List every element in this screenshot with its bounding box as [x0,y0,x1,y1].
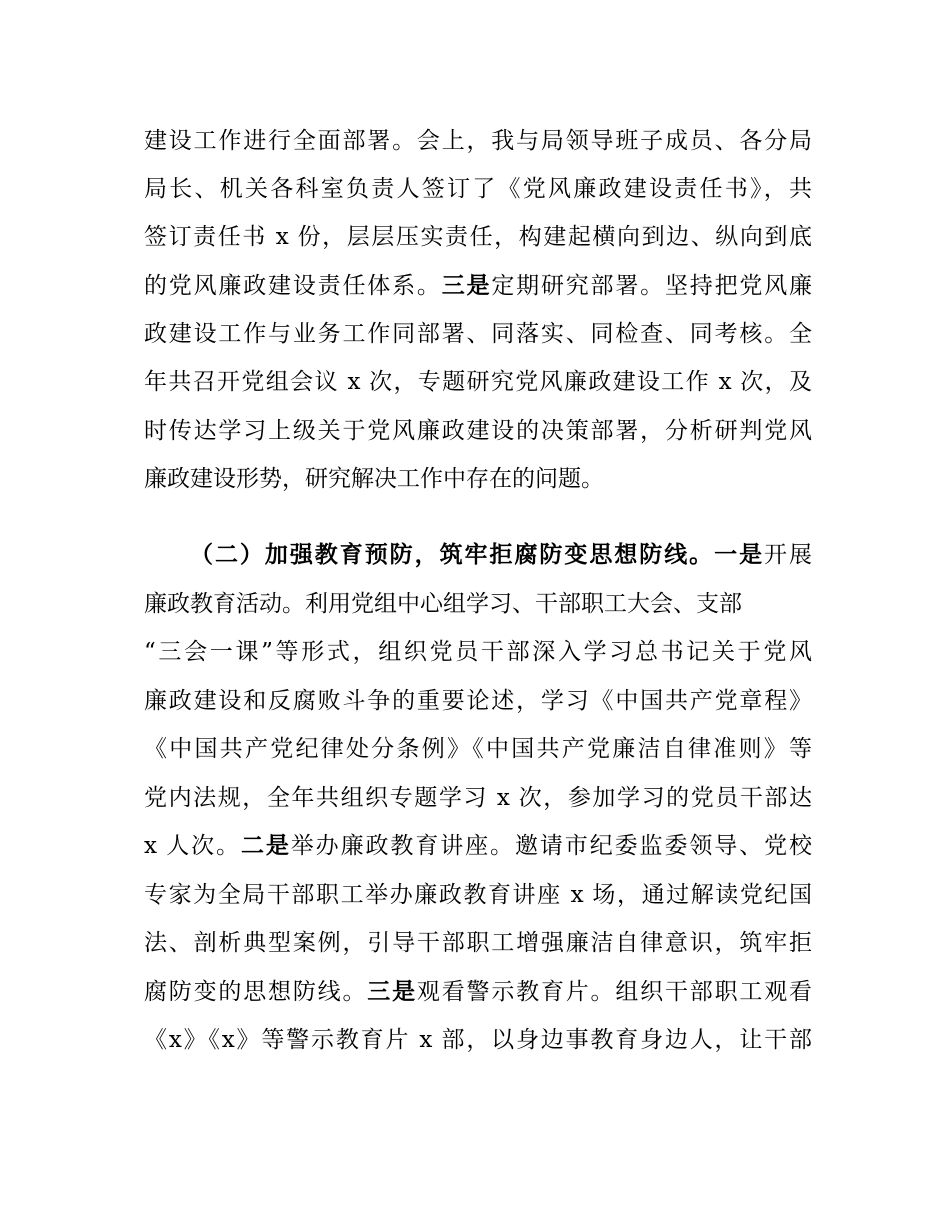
line-text: 开展 [764,542,813,568]
line-text: 局长、机关各科室负责人签订了《党风廉政建设责任书》，共 [144,176,812,202]
line-text: 《中国共产党纪律处分条例》《中国共产党廉洁自律准则》等 [144,736,812,762]
list-marker: 三是 [441,273,492,299]
line-text: 党内法规，全年共组织专题学习 x 次，参加学习的党员干部达 [144,785,812,811]
line-text: 时传达学习上级关于党风廉政建设的决策部署，分析研判党风 [144,418,812,444]
line-text: 《x》《x》等警示教育片 x 部，以身边事教育身边人，让干部 [144,1027,812,1053]
paragraph-line [144,871,812,919]
paragraph-line [144,580,812,628]
paragraph-line [144,774,812,822]
section-heading: （二）加强教育预防，筑牢拒腐防变思想防线。 [190,542,715,568]
list-marker: 二是 [240,833,291,859]
line-text: 举办廉政教育讲座。邀请市纪委监委领导、党校 [290,833,812,859]
paragraph-line [144,822,812,870]
list-marker: 三是 [367,979,417,1005]
line-text: 签订责任书 x 份，层层压实责任，构建起横向到边、纵向到底 [144,224,812,250]
line-text: 建设工作进行全面部署。会上，我与局领导班子成员、各分局 [144,128,812,154]
line-text: 廉政建设和反腐败斗争的重要论述，学习《中国共产党章程》 [144,688,812,714]
paragraph-line [144,628,812,676]
paragraph-line [144,725,812,773]
line-text: 观看警示教育片。组织干部职工观看 [416,979,813,1005]
paragraph-line [144,968,812,1016]
section-heading-line [190,531,812,579]
line-text: 定期研究部署。坚持把党风廉 [491,273,813,299]
paragraph-line [144,213,812,261]
paragraph-line [144,310,812,358]
paragraph-line [144,117,812,165]
paragraph-line [144,455,812,503]
line-text: 年共召开党组会议 x 次，专题研究党风廉政建设工作 x 次，及 [144,369,812,395]
paragraph-line [144,1016,812,1064]
paragraph-line [144,262,812,310]
line-text: 政建设工作与业务工作同部署、同落实、同检查、同考核。全 [144,321,812,347]
paragraph-line [144,919,812,967]
paragraph-line [144,358,812,406]
line-text: x 人次。 [144,833,241,859]
line-text: 的党风廉政建设责任体系。 [144,273,442,299]
line-text: “三会一课”等形式，组织党员干部深入学习总书记关于党风 [144,639,812,665]
paragraph-line [144,407,812,455]
line-text: 廉政教育活动。利用党组中心组学习、干部职工大会、支部 [144,591,742,617]
line-text: 腐防变的思想防线。 [144,979,368,1005]
list-marker: 一是 [714,542,765,568]
line-text: 法、剖析典型案例，引导干部职工增强廉洁自律意识，筑牢拒 [144,930,812,956]
paragraph-line [144,165,812,213]
paragraph-line [144,677,812,725]
line-text: 专家为全局干部职工举办廉政教育讲座 x 场，通过解读党纪国 [144,882,812,908]
line-text: 廉政建设形势，研究解决工作中存在的问题。 [144,466,604,492]
